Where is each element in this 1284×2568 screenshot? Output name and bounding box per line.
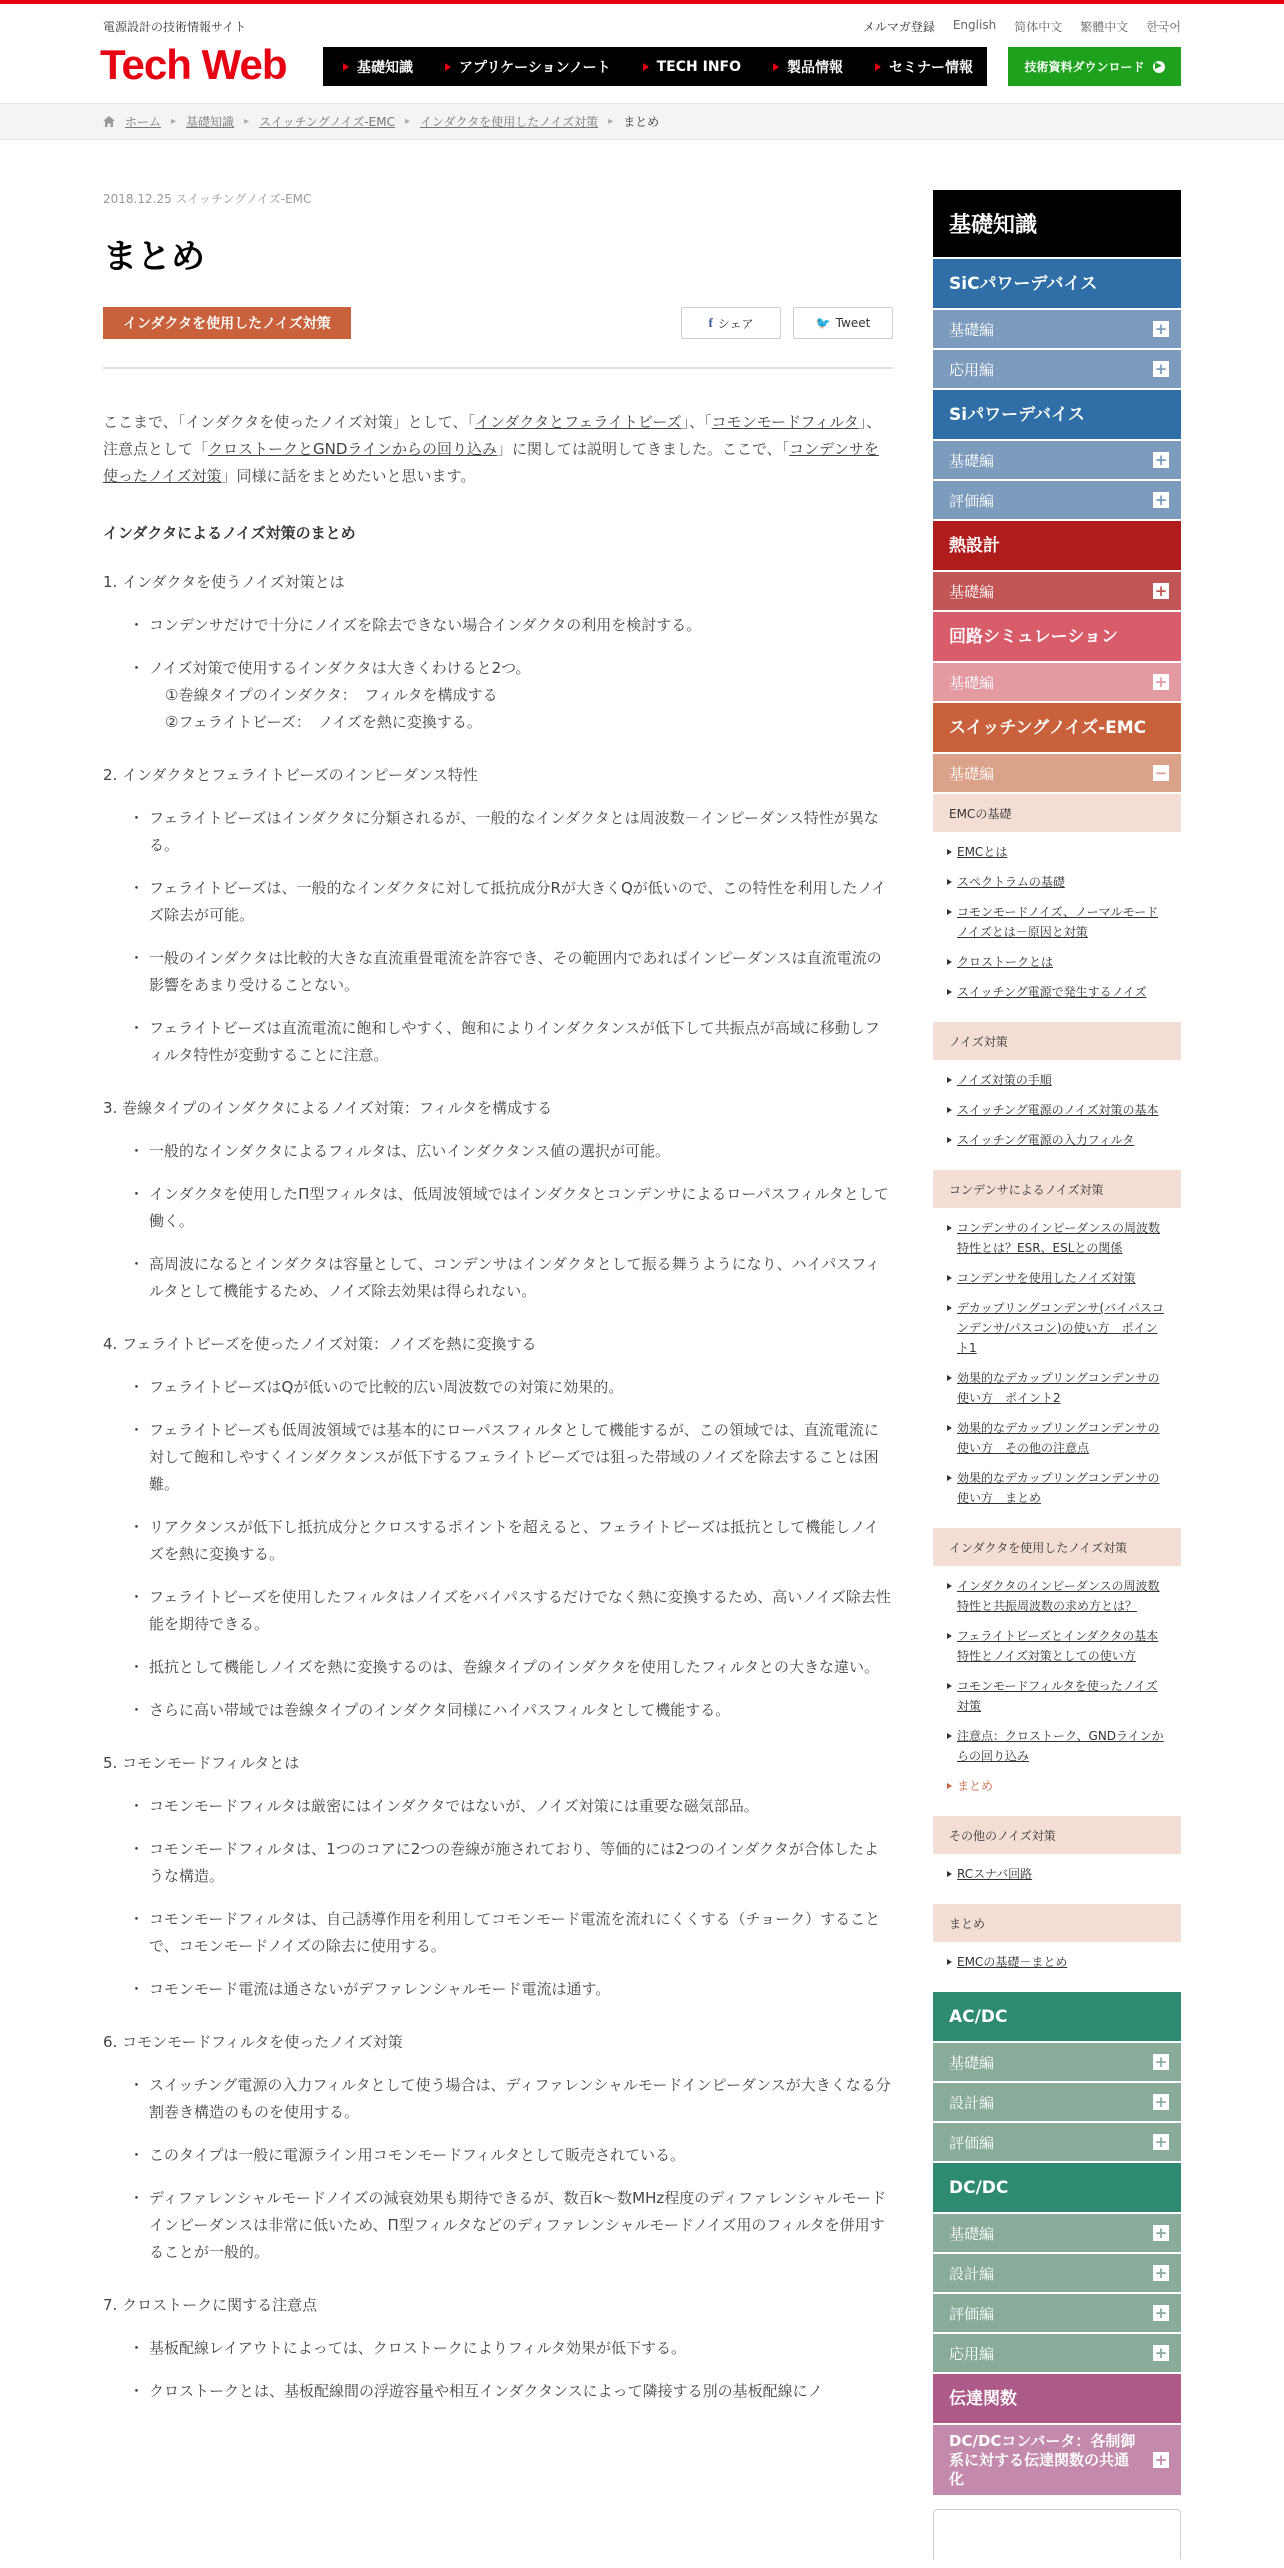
intro-paragraph: [103, 409, 893, 490]
bullet-item: ・ ディファレンシャルモードノイズの減衰効果も期待できるが、数百k～数MHz程度のディファレンシャルモードインピーダンスは非常に低いため、Π型フィルタなどのディファレンシャルモードノイズ用のフィルタを併用することが一般的。: [137, 2185, 893, 2266]
bullet-item: ・ 高周波になるとインダクタは容量として、コンデンサはインダクタとして振る舞うようになり、ハイパスフィルタとして機能するため、ノイズ除去効果は得られない。: [137, 1251, 893, 1305]
sidebar-link[interactable]: スイッチング電源の入力フィルタ: [957, 1130, 1169, 1150]
triangle-icon: [343, 63, 349, 71]
plus-icon[interactable]: +: [1154, 450, 1168, 469]
breadcrumb-emc[interactable]: スイッチングノイズ-EMC: [259, 115, 395, 129]
article-meta: 2018.12.25 スイッチングノイズ-EMC: [103, 192, 312, 206]
divider: [103, 367, 893, 369]
nav-basics[interactable]: [343, 57, 413, 77]
download-label: 技術資料ダウンロード: [1024, 60, 1145, 74]
bullet-item: ・ フェライトビーズも低周波領域では基本的にローパスフィルタとして機能するが、この領域では、直流電流に対して飽和しやすくインダクタンスが低下するフェライトビーズでは狙った帯域のノイズを除去することは困難。: [137, 1417, 893, 1498]
bullet-sub-item: ②フェライトビーズ： ノイズを熱に変換する。: [165, 713, 482, 731]
triangle-icon: [445, 63, 451, 71]
sidebar-sub-sic[interactable]: 応用編 +: [933, 350, 1181, 388]
summary-sections: [103, 571, 893, 2405]
plus-icon[interactable]: +: [1154, 359, 1168, 378]
plus-icon[interactable]: +: [1154, 2092, 1168, 2111]
nav-label: アプリケーションノート: [459, 59, 611, 76]
bullet-item: ・ スイッチング電源の入力フィルタとして使う場合は、ディファレンシャルモードインピーダンスが大きくなる分割巻き構造のものを使用する。: [137, 2072, 893, 2126]
bullet-list: [103, 612, 893, 736]
sidebar-link-active[interactable]: まとめ: [957, 1776, 1169, 1796]
breadcrumb-separator: ▸: [404, 116, 411, 127]
plus-icon[interactable]: +: [1154, 672, 1168, 691]
sidebar-group-label: その他のノイズ対策: [933, 1816, 1181, 1854]
sidebar-sub-si[interactable]: 評価編 +: [933, 481, 1181, 519]
lang-korean-link[interactable]: 한국어: [1146, 20, 1181, 34]
intro-text: 」、注意点として「: [103, 413, 882, 458]
intro-text: 」に関しては説明してきました。ここで、「: [496, 440, 790, 458]
tweet-button[interactable]: [793, 307, 893, 339]
sidebar: [933, 190, 1181, 2559]
sidebar-link-list: [933, 1566, 1181, 1814]
sidebar-sub-dcdc[interactable]: 設計編 +: [933, 2254, 1181, 2292]
minus-icon[interactable]: −: [1154, 763, 1168, 782]
sidebar-link[interactable]: コンデンサを使用したノイズ対策: [957, 1268, 1169, 1288]
nav-label: TECH INFO: [656, 58, 741, 75]
sidebar-sub-transfer[interactable]: DC/DCコンバータ：各制御系に対する伝達関数の共通化 +: [933, 2425, 1181, 2495]
breadcrumb-separator: ▸: [608, 116, 614, 127]
bullet-item: ・ フェライトビーズを使用したフィルタはノイズをバイパスするだけでなく熱に変換するため、高いノイズ除去性能を期待できる。: [137, 1584, 893, 1638]
sidebar-link[interactable]: 注意点：クロストーク、GNDラインからの回り込み: [957, 1726, 1169, 1766]
sidebar-heading: 基礎知識: [933, 190, 1181, 257]
bullet-item: ・ このタイプは一般に電源ライン用コモンモードフィルタとして販売されている。: [137, 2142, 893, 2169]
plus-icon[interactable]: +: [1154, 2343, 1168, 2362]
intro-text: 」同様に話をまとめたいと思います。: [221, 467, 476, 485]
sidebar-group-label: まとめ: [933, 1904, 1181, 1942]
bullet-item: ・ コモンモードフィルタは厳密にはインダクタではないが、ノイズ対策には重要な磁気部品。: [137, 1793, 893, 1820]
lang-traditional-chinese-link[interactable]: 繁體中文: [1080, 20, 1129, 34]
summary-section: [103, 2031, 893, 2266]
plus-icon[interactable]: +: [1154, 2132, 1168, 2151]
bullet-list: [103, 1138, 893, 1305]
sidebar-menu: [933, 259, 1181, 2559]
intro-text: ここまで、「インダクタを使ったノイズ対策」として、「: [103, 413, 476, 431]
section-title: 7. クロストークに関する注意点: [103, 2296, 318, 2314]
sidebar-cat-si[interactable]: Siパワーデバイス: [933, 390, 1181, 439]
twitter-icon: 🐦: [815, 316, 831, 330]
bullet-list: [103, 805, 893, 1069]
sidebar-group-label: EMCの基礎: [933, 794, 1181, 832]
share-buttons: [681, 307, 893, 339]
sidebar-link[interactable]: コモンモードノイズ、ノーマルモードノイズとは－原因と対策: [957, 902, 1169, 942]
intro-text: 」、「: [681, 413, 712, 431]
sidebar-link-list: [933, 1854, 1181, 1902]
bullet-item: ・ コモンモードフィルタは、自己誘導作用を利用してコモンモード電流を流れにくくする（チョーク）することで、コモンモードノイズの除去に使用する。: [137, 1906, 893, 1960]
lang-english-link[interactable]: English: [952, 18, 997, 32]
summary-section: [103, 764, 893, 1069]
arrow-right-icon: ▶: [1153, 61, 1165, 73]
nav-app-notes[interactable]: [445, 57, 611, 77]
facebook-share-label: シェア: [717, 316, 754, 331]
sidebar-sub-acdc[interactable]: 評価編 +: [933, 2123, 1181, 2161]
sidebar-link[interactable]: フェライトビーズとインダクタの基本特性とノイズ対策としての使い方: [957, 1626, 1169, 1666]
section-title: 1. インダクタを使うノイズ対策とは: [103, 573, 345, 591]
sidebar-cat-emc[interactable]: スイッチングノイズ-EMC: [933, 703, 1181, 752]
breadcrumb-current: まとめ: [623, 115, 660, 129]
bullet-list: [103, 1374, 893, 1724]
newsletter-link[interactable]: メルマガ登録: [862, 20, 935, 34]
nav-products[interactable]: [773, 57, 843, 77]
bullet-sub-item: ①巻線タイプのインダクタ： フィルタを構成する: [165, 686, 498, 704]
bullet-list: [103, 1793, 893, 2003]
sidebar-sub-dcdc[interactable]: 基礎編 +: [933, 2214, 1181, 2252]
triangle-icon: [643, 63, 649, 71]
bullet-item: ・ フェライトビーズは、一般的なインダクタに対して抵抗成分Rが大きくQが低いので、この特性を利用したノイズ除去が可能。: [137, 875, 893, 929]
breadcrumb-separator: ▸: [171, 116, 177, 127]
bullet-item: ・ クロストークとは、基板配線間の浮遊容量や相互インダクタンスによって隣接する別の基板配線にノ: [137, 2378, 893, 2405]
summary-section: [103, 2294, 893, 2405]
plus-icon[interactable]: +: [1154, 2303, 1168, 2322]
bullet-item: ・ 一般的なインダクタによるフィルタは、広いインダクタンス値の選択が可能。: [137, 1138, 893, 1165]
sidebar-sub-dcdc[interactable]: 応用編 +: [933, 2334, 1181, 2372]
article: [103, 190, 893, 2421]
plus-icon[interactable]: +: [1154, 2052, 1168, 2071]
link-common-mode-filter[interactable]: コモンモードフィルタ: [711, 413, 859, 431]
sidebar-link[interactable]: ノイズ対策の手順: [957, 1070, 1169, 1090]
site-tagline: 電源設計の技術情報サイト: [103, 20, 247, 34]
bullet-item: ・ コモンモード電流は通さないがデファレンシャルモード電流は通す。: [137, 1976, 893, 2003]
bullet-item: ・ フェライトビーズはインダクタに分類されるが、一般的なインダクタとは周波数－インピーダンス特性が異なる。: [137, 805, 893, 859]
bullet-item: ・ 抵抗として機能しノイズを熱に変換するのは、巻線タイプのインダクタを使用したフィルタとの大きな違い。: [137, 1654, 893, 1681]
sidebar-cat-dcdc[interactable]: DC/DC: [933, 2163, 1181, 2212]
nav-label: セミナー情報: [889, 59, 973, 76]
bullet-item: ・ フェライトビーズはQが低いので比較的広い周波数での対策に効果的。: [137, 1374, 893, 1401]
sidebar-link-list: [933, 1942, 1181, 1990]
breadcrumb-home[interactable]: ホーム: [125, 115, 162, 129]
bullet-item: ・ コンデンサだけで十分にノイズを除去できない場合インダクタの利用を検討する。: [137, 612, 893, 639]
plus-icon[interactable]: +: [1154, 581, 1168, 600]
sidebar-link[interactable]: デカップリングコンデンサ(バイパスコンデンサ/パスコン)の使い方 ポイント1: [957, 1298, 1169, 1358]
nav-tech-info[interactable]: [643, 59, 741, 75]
top-links: [863, 18, 1181, 35]
sidebar-cat-sic[interactable]: SiCパワーデバイス: [933, 259, 1181, 308]
sidebar-cat-acdc[interactable]: AC/DC: [933, 1992, 1181, 2041]
sidebar-link-list: [933, 832, 1181, 1020]
sidebar-sub-acdc[interactable]: 設計編 +: [933, 2083, 1181, 2121]
sidebar-group-label: コンデンサによるノイズ対策: [933, 1170, 1181, 1208]
section-title: 4. フェライトビーズを使ったノイズ対策：ノイズを熱に変換する: [103, 1335, 537, 1353]
sidebar-group-label: インダクタを使用したノイズ対策: [933, 1528, 1181, 1566]
triangle-icon: [773, 63, 779, 71]
section-title: 2. インダクタとフェライトビーズのインピーダンス特性: [103, 766, 478, 784]
summary-section: [103, 1097, 893, 1305]
summary-section: [103, 1752, 893, 2003]
sidebar-sub-acdc[interactable]: 基礎編 +: [933, 2043, 1181, 2081]
sidebar-link[interactable]: コモンモードフィルタを使ったノイズ対策: [957, 1676, 1169, 1716]
site-header: [0, 4, 1284, 104]
summary-heading: インダクタによるノイズ対策のまとめ: [103, 524, 356, 542]
sidebar-sub-emc[interactable]: 基礎編 −: [933, 754, 1181, 792]
tweet-label: Tweet: [835, 316, 871, 330]
home-icon: [103, 116, 115, 127]
sidebar-link-list: [933, 1208, 1181, 1526]
breadcrumb-separator: ▸: [244, 116, 250, 127]
section-title: 6. コモンモードフィルタを使ったノイズ対策: [103, 2033, 403, 2051]
bullet-item: ・ ノイズ対策で使用するインダクタは大きくわけると2つ。 ①巻線タイプのインダクタ： フィルタを構成する ②フェライトビーズ： ノイズを熱に変換する。: [137, 655, 893, 736]
sidebar-link[interactable]: クロストークとは: [957, 952, 1169, 972]
nav-label: 製品情報: [787, 59, 843, 76]
lang-simplified-chinese-link[interactable]: 简体中文: [1014, 20, 1063, 34]
plus-icon[interactable]: +: [1154, 2263, 1168, 2282]
bullet-item: ・ 基板配線レイアウトによっては、クロストークによりフィルタ効果が低下する。: [137, 2335, 893, 2362]
site-logo[interactable]: Tech Web: [100, 41, 287, 88]
download-button[interactable]: [1008, 47, 1181, 86]
link-capacitor-noise[interactable]: コンデンサを使ったノイズ対策: [103, 440, 879, 485]
breadcrumb: [0, 104, 1284, 140]
plus-icon[interactable]: +: [1154, 2223, 1168, 2242]
bullet-item: ・ さらに高い帯域では巻線タイプのインダクタ同様にハイパスフィルタとして機能する。: [137, 1697, 893, 1724]
sidebar-link-list: [933, 1060, 1181, 1168]
bullet-item: ・ フェライトビーズは直流電流に飽和しやすく、飽和によりインダクタンスが低下して共振点が高域に移動しフィルタ特性が変動することに注意。: [137, 1015, 893, 1069]
section-title: 5. コモンモードフィルタとは: [103, 1754, 300, 1772]
main-nav: [323, 47, 987, 86]
bullet-item: ・ インダクタを使用したΠ型フィルタは、低周波領域ではインダクタとコンデンサによるローパスフィルタとして働く。: [137, 1181, 893, 1235]
breadcrumb-inductor[interactable]: インダクタを使用したノイズ対策: [420, 115, 599, 129]
tag-row: [103, 307, 893, 339]
nav-label: 基礎知識: [357, 59, 413, 76]
sidebar-link[interactable]: スペクトラムの基礎: [957, 872, 1169, 892]
sidebar-sub-circuit[interactable]: 基礎編 +: [933, 663, 1181, 701]
sidebar-link[interactable]: スイッチング電源のノイズ対策の基本: [957, 1100, 1169, 1120]
sidebar-banner[interactable]: [933, 2509, 1181, 2559]
triangle-icon: [875, 63, 881, 71]
summary-section: [103, 571, 893, 736]
page-title: まとめ: [103, 237, 205, 277]
sidebar-link[interactable]: 効果的なデカップリングコンデンサの使い方 その他の注意点: [957, 1418, 1169, 1458]
sidebar-sub-sic[interactable]: 基礎編 +: [933, 310, 1181, 348]
sidebar-link[interactable]: RCスナバ回路: [957, 1864, 1169, 1884]
sidebar-cat-transfer[interactable]: 伝達関数: [933, 2374, 1181, 2423]
facebook-share-button[interactable]: [681, 307, 781, 339]
sidebar-link[interactable]: EMCの基礎－まとめ: [957, 1952, 1169, 1972]
summary-section: [103, 1333, 893, 1724]
sidebar-sub-thermal[interactable]: 基礎編 +: [933, 572, 1181, 610]
sidebar-sub-dcdc[interactable]: 評価編 +: [933, 2294, 1181, 2332]
plus-icon[interactable]: +: [1154, 319, 1168, 338]
sidebar-link[interactable]: スイッチング電源で発生するノイズ: [957, 982, 1169, 1002]
sidebar-link[interactable]: 効果的なデカップリングコンデンサの使い方 まとめ: [957, 1468, 1169, 1508]
nav-seminars[interactable]: [875, 57, 973, 77]
breadcrumb-basics[interactable]: 基礎知識: [186, 115, 235, 129]
bullet-item: ・ リアクタンスが低下し抵抗成分とクロスするポイントを超えると、フェライトビーズは抵抗として機能しノイズを熱に変換する。: [137, 1514, 893, 1568]
plus-icon[interactable]: +: [1154, 490, 1168, 509]
bullet-item: ・ 一般のインダクタは比較的大きな直流重畳電流を許容でき、その範囲内であればインピーダンスは直流電流の影響をあまり受けることない。: [137, 945, 893, 999]
sidebar-cat-thermal[interactable]: 熱設計: [933, 521, 1181, 570]
sidebar-link[interactable]: インダクタのインピーダンスの周波数特性と共振周波数の求め方とは？: [957, 1576, 1169, 1616]
sidebar-link[interactable]: コンデンサのインピーダンスの周波数特性とは？ESR、ESLとの関係: [957, 1218, 1169, 1258]
sidebar-link[interactable]: 効果的なデカップリングコンデンサの使い方 ポイント2: [957, 1368, 1169, 1408]
sidebar-link[interactable]: EMCとは: [957, 842, 1169, 862]
plus-icon[interactable]: +: [1154, 2450, 1168, 2469]
sidebar-sub-si[interactable]: 基礎編 +: [933, 441, 1181, 479]
facebook-icon: f: [708, 315, 713, 330]
sidebar-group-label: ノイズ対策: [933, 1022, 1181, 1060]
bullet-list: [103, 2072, 893, 2266]
link-inductor-ferrite[interactable]: インダクタとフェライトビーズ: [475, 413, 682, 431]
bullet-list: [103, 2335, 893, 2405]
sidebar-cat-circuit[interactable]: 回路シミュレーション: [933, 612, 1181, 661]
category-tag[interactable]: インダクタを使用したノイズ対策: [103, 307, 351, 339]
link-crosstalk[interactable]: クロストークとGNDラインからの回り込み: [208, 440, 497, 458]
bullet-item: ・ コモンモードフィルタは、1つのコアに2つの巻線が施されており、等価的には2つのインダクタが合体したような構造。: [137, 1836, 893, 1890]
section-title: 3. 巻線タイプのインダクタによるノイズ対策：フィルタを構成する: [103, 1099, 553, 1117]
